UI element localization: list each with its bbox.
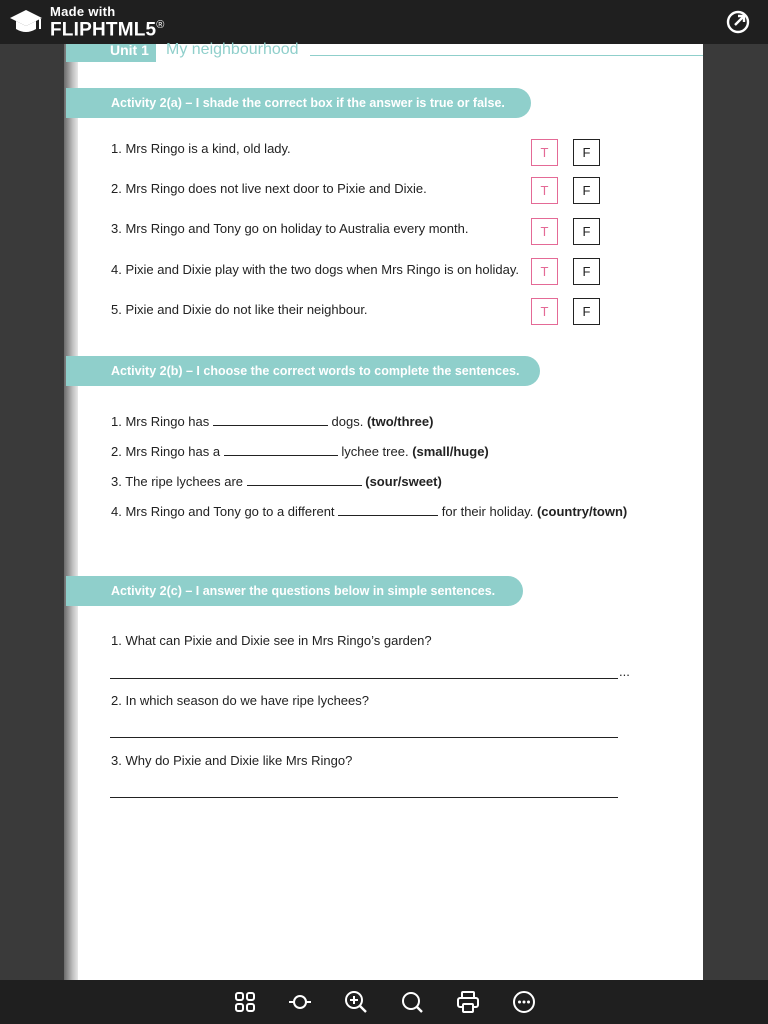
blank-2[interactable] [224,444,338,456]
statement-1: 1. Mrs Ringo is a kind, old lady. [111,141,291,156]
false-box-2[interactable]: F [573,177,600,204]
sentence-1: 1. Mrs Ringo has dogs. (two/three) [111,414,434,429]
blank-3[interactable] [247,474,362,486]
true-box-2[interactable]: T [531,177,558,204]
false-box-3[interactable]: F [573,218,600,245]
more-icon[interactable] [512,990,536,1014]
true-box-4[interactable]: T [531,258,558,285]
bottom-toolbar [0,980,768,1024]
answer-line-3[interactable] [110,797,618,798]
sentence-3: 3. The ripe lychees are (sour/sweet) [111,474,442,489]
activity-2b-banner: Activity 2(b) – I choose the correct words to complete the sentences. [66,356,540,386]
page-edge [64,44,78,980]
answer-line-2[interactable] [110,737,618,738]
blank-1[interactable] [213,414,328,426]
grid-icon[interactable] [233,990,257,1014]
top-bar [0,0,768,44]
activity-2c-banner: Activity 2(c) – I answer the questions below in simple sentences. [66,576,523,606]
external-link-icon[interactable] [724,8,752,36]
question-1: 1. What can Pixie and Dixie see in Mrs Ringo’s garden? [111,633,432,648]
sentence-4: 4. Mrs Ringo and Tony go to a different for their holiday. (country/town) [111,504,628,519]
question-2: 2. In which season do we have ripe lychees? [111,693,369,708]
answer-line-1[interactable] [110,678,618,679]
blank-4[interactable] [338,504,438,516]
false-box-5[interactable]: F [573,298,600,325]
activity-2a-banner: Activity 2(a) – I shade the correct box if the answer is true or false. [66,88,531,118]
true-box-3[interactable]: T [531,218,558,245]
zoom-in-icon[interactable] [344,990,368,1014]
graduation-cap-icon [8,4,44,40]
print-icon[interactable] [456,990,480,1014]
false-box-1[interactable]: F [573,139,600,166]
false-box-4[interactable]: F [573,258,600,285]
true-box-1[interactable]: T [531,139,558,166]
statement-2: 2. Mrs Ringo does not live next door to Pixie and Dixie. [111,181,427,196]
answer-line-dots: ... [619,664,630,679]
brand[interactable] [8,4,165,40]
true-box-5[interactable]: T [531,298,558,325]
question-3: 3. Why do Pixie and Dixie like Mrs Ringo? [111,753,353,768]
statement-4: 4. Pixie and Dixie play with the two dogs when Mrs Ringo is on holiday. [111,262,520,277]
statement-5: 5. Pixie and Dixie do not like their neighbour. [111,302,368,317]
statement-3: 3. Mrs Ringo and Tony go on holiday to Australia every month. [111,221,469,236]
brand-name: FLIPHTML5® [50,18,165,41]
unit-tab: Unit 1 [66,44,156,62]
brand-tagline: Made with [50,3,116,19]
sentence-2: 2. Mrs Ringo has a lychee tree. (small/huge) [111,444,489,459]
unit-underline [310,55,703,56]
unit-title: My neighbourhood [166,41,299,58]
autoplay-icon[interactable] [288,990,312,1014]
search-icon[interactable] [400,990,424,1014]
